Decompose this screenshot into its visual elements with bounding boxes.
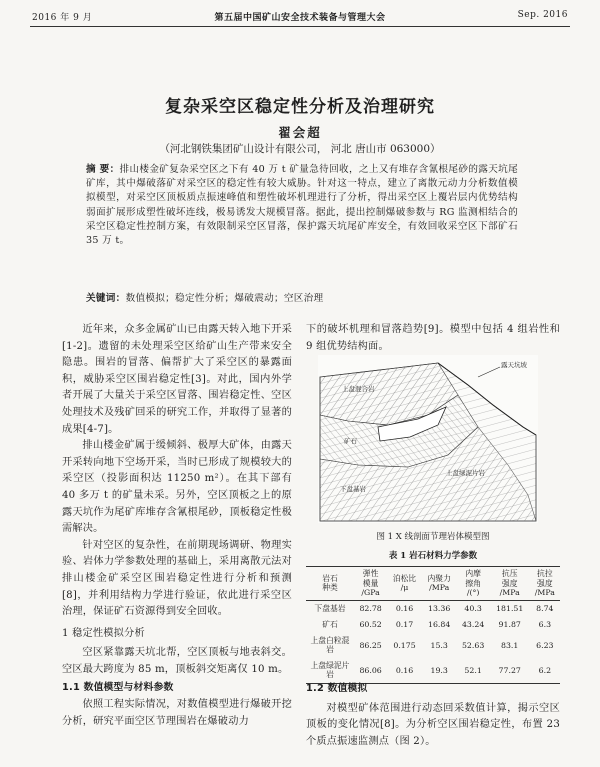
table-header-cell: 抗压 强度 /MPa: [490, 567, 530, 600]
table-cell: 矿石: [322, 620, 338, 629]
header-date-en: Sep. 2016: [517, 10, 568, 20]
parameter-table: [306, 566, 560, 684]
table-cell: 6.2: [538, 665, 552, 675]
table-cell: 0.16: [395, 665, 414, 675]
table-header-cell: 内聚力 /MPa: [422, 567, 457, 600]
table-cell: 86.25: [359, 640, 382, 650]
table-header-cell: 抗拉 强度 /MPa: [530, 567, 560, 600]
table-cell: 16.84: [428, 620, 451, 629]
table-cell: 82.78: [359, 604, 382, 613]
figure-label-ore: 矿石: [344, 437, 357, 445]
right-column-section-1-2: [306, 681, 560, 750]
section-heading: 1 稳定性模拟分析: [62, 627, 145, 639]
table-cell: 91.87: [498, 620, 521, 629]
table-cell: 6.3: [538, 620, 552, 629]
keywords-label: 关键词：: [86, 293, 126, 304]
table-row: [306, 617, 560, 633]
figure-label-pit-slope: 露天坑坡: [501, 361, 527, 369]
table-cell: 13.36: [428, 604, 451, 613]
table-cell: 0.17: [395, 620, 414, 629]
table-cell: 181.51: [496, 604, 524, 613]
table-cell: 0.16: [395, 604, 414, 613]
table-cell: 40.3: [464, 604, 482, 613]
left-column: [62, 322, 292, 730]
keywords-text: 数值模拟；稳定性分析；爆破震动；空区治理: [125, 293, 324, 304]
table-row: [306, 633, 560, 658]
table-cell: 60.52: [359, 620, 382, 629]
keywords: [86, 290, 518, 304]
subsection-heading: 1.1 数值模型与材料参数: [62, 682, 174, 694]
paragraph: 依照工程实际情况，对数值模型进行爆破开挖分析，研究平面空区节理围岩在爆破动力: [62, 699, 292, 727]
figure-label-chlorite-schist: 上盘绿泥片岩: [446, 469, 485, 477]
table-header-row: [306, 567, 560, 600]
table-header-cell: 泊松比 /μ: [387, 567, 422, 600]
figure-1: [318, 355, 538, 523]
table-cell: 6.23: [536, 640, 554, 650]
table-cell: 52.1: [464, 665, 482, 675]
affiliation: （河北钢铁集团矿山设计有限公司， 河北 唐山市 063000）: [159, 143, 441, 155]
figure-caption: 图 1 X 线剖面节理岩体模型图: [376, 532, 490, 542]
table-cell: 15.3: [430, 640, 448, 650]
table-cell: 86.06: [359, 665, 382, 675]
table-cell: 52.63: [461, 640, 485, 650]
author: 翟会超: [278, 125, 322, 140]
table-cell: 上盘绿泥片岩: [310, 661, 350, 679]
subsection-heading: 1.2 数值模拟: [306, 683, 368, 694]
joint-rock-model-illustration: [318, 355, 538, 523]
paper-title: 复杂采空区稳定性分析及治理研究: [165, 97, 435, 117]
abstract-label: 摘 要：: [86, 164, 120, 175]
table-cell: 下盘基岩: [314, 604, 346, 613]
table-cell: 77.27: [498, 665, 521, 675]
table-row: [306, 658, 560, 683]
table-cell: 0.175: [393, 640, 416, 650]
paragraph: 对模型矿体范围进行动态回采数值计算，揭示空区顶板的变化情况[8]。为分析空区围岩稳定性，布置 23 个质点振速监测点（图 2）。: [306, 702, 560, 747]
paragraph: 近年来，众多金属矿山已由露天转入地下开采[1-2]。遗留的未处理采空区给矿山生产带来安全隐患。围岩的冒落、偏帮扩大了采空区的暴露面积，威胁采空区围岩稳定性[3]。对此，国内外学者开展了大量关于采空区冒落、围岩稳定性、空区处理技术及残矿回采的研究工作，并取得了显著的成果[4-7]。: [62, 324, 292, 435]
table-row: [306, 600, 560, 617]
table-cell: 43.24: [461, 620, 485, 629]
header-rule: [30, 26, 570, 27]
right-column-intro: [306, 322, 560, 355]
paragraph: 下的破坏机理和冒落趋势[9]。模型中包括 4 组岩性和 9 组优势结构面。: [306, 324, 560, 352]
table-cell: 83.1: [501, 640, 519, 650]
paragraph: 针对空区的复杂性，在前期现场调研、物理实验、岩体力学参数处理的基础上，采用离散元法对排山楼金矿采空区围岩稳定性进行分析和预测[8]，并利用结构力学进行验证，依此进行采空区治理，保证矿石资源得到安全回收。: [62, 539, 292, 618]
abstract-text: 排山楼金矿复杂采空区之下有 40 万 t 矿量急待回收，之上又有堆存含氰根尾砂的露天坑尾矿库，其中爆破落矿对采空区的稳定性有较大威胁。针对这一特点，建立了离散元动力分析数值模拟模型，对采空区顶板质点振速峰值和塑性破坏机理进行了分析，得出采空区上覆岩层内优势结构弱面扩展形成塑性破坏连线，极易诱发大规模冒落。据此，提出控制爆破参数与 RG 监测相结合的采空区稳定性控制方案，有效限制采空区冒落，保护露天坑尾矿库安全，有效回收采空区下部矿石 35 万 t。: [86, 164, 518, 247]
paragraph: 空区紧靠露天坑北帮，空区顶板与地表斜交。空区最大跨度为 85 m，顶板斜交矩离仅 10 m。: [62, 647, 292, 675]
paragraph: 排山楼金矿属于缓倾斜、极厚大矿体，由露天开采转向地下空场开采，当时已形成了规模较大的采空区（投影面积达 11250 m²）。在其下部有 40 多万 t 的矿量未采。另外，空区顶板之上的原露天坑作为尾矿库堆存含氰根尾砂，顶板稳定性极需解决。: [62, 440, 292, 535]
table-header-cell: 内摩 擦角 /(°): [457, 567, 490, 600]
abstract: [86, 163, 518, 248]
figure-label-hanging-mixed-rock: 上盘混合岩: [342, 385, 375, 393]
table-caption: 表 1 岩石材料力学参数: [388, 551, 478, 561]
table-header-cell: 弹性 模量 /GPa: [354, 567, 387, 600]
table-header-cell: 岩石 种类: [306, 567, 354, 600]
table-cell: 上盘白粒混岩: [310, 636, 350, 654]
header-conference: 第五届中国矿山安全技术装备与管理大会: [214, 13, 386, 23]
table-cell: 19.3: [430, 665, 448, 675]
header-date: 2016 年 9 月: [32, 13, 93, 23]
figure-label-footwall: 下盘基岩: [340, 485, 366, 493]
table-cell: 8.74: [536, 604, 554, 613]
